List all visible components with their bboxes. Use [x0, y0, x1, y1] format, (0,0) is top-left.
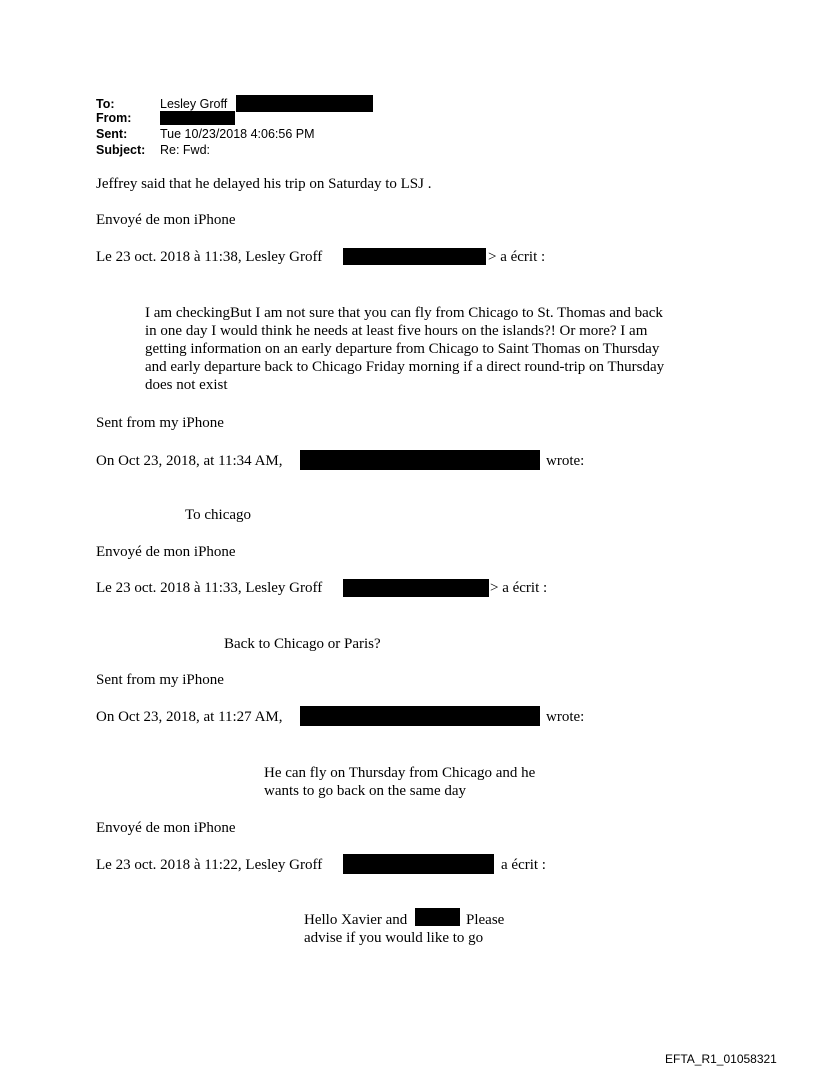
quoted-paragraph-line: wants to go back on the same day	[264, 783, 467, 799]
quote-header-suffix: a écrit :	[501, 857, 546, 873]
sent-label: Sent:	[96, 127, 128, 141]
body-line: Jeffrey said that he delayed his trip on Saturday to LSJ .	[96, 176, 432, 192]
quoted-paragraph-line: Hello Xavier and	[304, 912, 408, 928]
redaction-box	[343, 579, 489, 597]
redaction-box	[343, 248, 486, 265]
redaction-box	[300, 450, 540, 470]
sent-value: Tue 10/23/2018 4:06:56 PM	[160, 127, 315, 141]
redaction-box	[160, 111, 235, 125]
redaction-box	[415, 908, 460, 926]
document-id: EFTA_R1_01058321	[665, 1052, 777, 1066]
quote-header-suffix: > a écrit :	[488, 249, 546, 265]
subject-value: Re: Fwd:	[160, 143, 211, 157]
signature: Envoyé de mon iPhone	[96, 820, 236, 836]
quoted-paragraph: To chicago	[185, 507, 252, 523]
to-label: To:	[96, 97, 115, 111]
quote-header-suffix: wrote:	[546, 709, 585, 725]
quote-header-suffix: wrote:	[546, 453, 585, 469]
quote-header: Le 23 oct. 2018 à 11:22, Lesley Groff	[96, 857, 323, 873]
quote-header: Le 23 oct. 2018 à 11:33, Lesley Groff	[96, 580, 323, 596]
quoted-paragraph-line: He can fly on Thursday from Chicago and he	[264, 765, 536, 781]
redaction-box	[236, 95, 373, 112]
quote-header: On Oct 23, 2018, at 11:27 AM,	[96, 709, 283, 725]
to-value: Lesley Groff	[160, 97, 228, 111]
quoted-paragraph-line: advise if you would like to go	[304, 930, 484, 946]
signature: Sent from my iPhone	[96, 415, 224, 431]
signature: Envoyé de mon iPhone	[96, 544, 236, 560]
subject-label: Subject:	[96, 143, 146, 157]
from-label: From:	[96, 111, 132, 125]
quoted-paragraph-line: Please	[466, 912, 505, 928]
redaction-box	[343, 854, 494, 874]
quote-header: On Oct 23, 2018, at 11:34 AM,	[96, 453, 283, 469]
quote-header: Le 23 oct. 2018 à 11:38, Lesley Groff	[96, 249, 323, 265]
signature: Envoyé de mon iPhone	[96, 212, 236, 228]
quote-header-suffix: > a écrit :	[490, 580, 548, 596]
quoted-paragraph: Back to Chicago or Paris?	[224, 636, 381, 652]
signature: Sent from my iPhone	[96, 672, 224, 688]
quoted-paragraph: I am checkingBut I am not sure that you can fly from Chicago to St. Thomas and back in one day I would think he needs at least five hours on the islands?! Or more? I am getting information on an early departure from Chicago to Saint Thomas on Thursday and early departure back to Chicago Friday morning if a direct round-trip on Thursday does not exist	[145, 305, 665, 393]
redaction-box	[300, 706, 540, 726]
